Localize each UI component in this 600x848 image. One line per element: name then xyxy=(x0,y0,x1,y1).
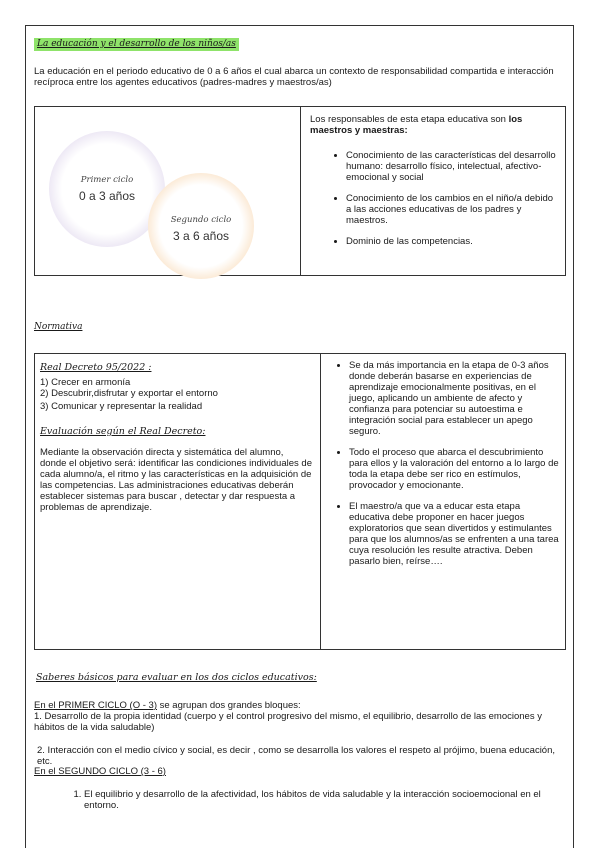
second-cycle-circle xyxy=(148,173,254,279)
responsables-intro xyxy=(310,114,560,136)
bloque-2: 2. Interacción con el medio cívico y social, es decir , como se desarrolla los valores el respeto al prójimo, buena educación, etc. xyxy=(37,745,556,767)
decreto-heading: Real Decreto 95/2022 : xyxy=(40,362,152,373)
normativa-right-cell xyxy=(327,360,563,577)
list-item: • Conocimiento de los cambios en el niño/a debido a las acciones educativas de los padres y maestros. xyxy=(346,193,560,226)
document-page xyxy=(25,25,574,848)
evaluacion-text: Mediante la observación directa y sistemática del alumno, donde el objetivo será: identificar las condiciones individuales de cada alumno/a, el ritmo y las características en la adquisición de las competencias. Las administraciones educativas deberán establecer sistemas para buscar , detectar y dar respuesta a problemas de aprendizaje. xyxy=(40,447,312,513)
normativa-table xyxy=(34,353,566,650)
second-cycle-range: 3 a 6 años xyxy=(172,229,230,243)
bloque-1: 1. Desarrollo de la propia identidad (cuerpo y el control progresivo del mismo, el equilibrio, desarrollo de las emociones y hábitos de la vida saludable) xyxy=(34,711,542,733)
list-item: • El maestro/a que va a educar esta etapa educativa debe proponer en hacer juegos exploratorios que sean divertidos y estimulantes para que los alumnos/as se enfrenten a una tarea cuya resolución les resulte atractiva. Deben pasarlo bien, reírse…. xyxy=(349,501,563,567)
decreto-item: 3) Comunicar y representar la realidad xyxy=(40,401,203,412)
list-item: • Se da más importancia en la etapa de 0-3 años donde deberán basarse en experiencias de aprendizaje emocionalmente positivas, en el juego, aplicando un ambiente de afecto y confianza para potenciar su autoestima e integración social para establecer un apego seguro. xyxy=(349,360,563,437)
table-divider xyxy=(300,107,301,275)
primer-ciclo-label: En el PRIMER CICLO (O - 3) xyxy=(34,700,157,711)
segundo-ciclo-list xyxy=(34,789,569,811)
normativa-heading: Normativa xyxy=(34,322,83,332)
cycles-table xyxy=(34,106,566,276)
first-cycle-range: 0 a 3 años xyxy=(78,189,136,203)
responsables-list xyxy=(310,150,560,247)
page-title: La educación y el desarrollo de los niños/as xyxy=(34,38,239,51)
primer-ciclo-rest: se agrupan dos grandes bloques: xyxy=(157,700,301,711)
first-cycle-heading: Primer ciclo xyxy=(80,175,134,185)
segundo-ciclo-section xyxy=(34,766,569,811)
normativa-left-cell xyxy=(40,362,312,513)
responsables-intro-text: Los responsables de esta etapa educativa son xyxy=(310,114,509,125)
decreto-item: 1) Crecer en armonía xyxy=(40,377,131,388)
saberes-heading: Saberes básicos para evaluar en los dos ciclos educativos: xyxy=(36,672,317,683)
decreto-item: 2) Descubrir,disfrutar y exportar el entorno xyxy=(40,388,218,399)
primer-ciclo-section xyxy=(34,700,569,767)
table-divider xyxy=(320,354,321,649)
normativa-list xyxy=(327,360,563,567)
second-cycle-heading: Segundo ciclo xyxy=(170,215,232,225)
segundo-ciclo-label: En el SEGUNDO CICLO (3 - 6) xyxy=(34,766,166,777)
responsables-cell xyxy=(310,114,560,257)
list-item: 1. El equilibrio y desarrollo de la afectividad, los hábitos de vida saludable y la interacción socioemocional en el entorno. xyxy=(84,789,569,811)
list-item: • Dominio de las competencias. xyxy=(346,236,560,247)
intro-paragraph: La educación en el periodo educativo de 0 a 6 años el cual abarca un contexto de responsabilidad compartida e interacción recíproca entre los agentes educativos (padres-madres y maestros/as) xyxy=(34,66,554,88)
list-item: • Conocimiento de las características del desarrollo humano: desarrollo físico, intelectual, afectivo-emocional y social xyxy=(346,150,560,183)
evaluacion-heading: Evaluación según el Real Decreto: xyxy=(40,426,206,437)
list-item: • Todo el proceso que abarca el descubrimiento para ellos y la valoración del entorno a lo largo de toda la etapa debe ser rico en estímulos, provocador y emocionante. xyxy=(349,447,563,491)
responsables-intro-bold: los maestros y maestras: xyxy=(310,114,523,136)
